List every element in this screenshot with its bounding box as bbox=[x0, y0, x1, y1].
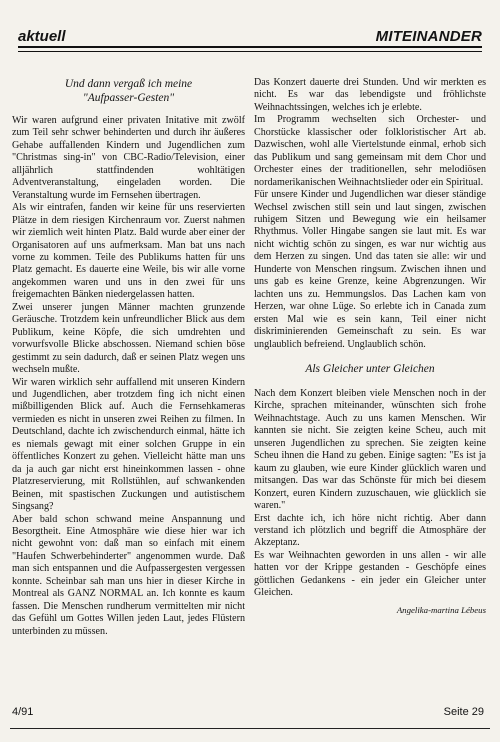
paragraph: Das Konzert dauerte drei Stunden. Und wir merkten es nicht. Es war das lebendigste und fröhlichste Weihnachtssingen, welches ich je erlebte. bbox=[254, 77, 486, 113]
paragraph: Es war Weihnachten geworden in uns allen - wir alle hatten vor der Krippe gestanden - Geschöpfe eines göttlichen Gedankens - ein jeder ein Gleicher unter Gleichen. bbox=[254, 549, 486, 599]
page-number: Seite 29 bbox=[443, 706, 484, 718]
article-title-line-1: Und dann vergaß ich meine bbox=[64, 78, 193, 90]
article-subheading: Als Gleicher unter Gleichen bbox=[305, 362, 435, 375]
author-byline: Angelika-martina Lébeus bbox=[396, 604, 486, 615]
page-header bbox=[10, 26, 490, 48]
section-label-left: aktuell bbox=[18, 28, 66, 45]
paragraph: Nach dem Konzert bleiben viele Menschen noch in der Kirche, sprachen miteinander, wünschten sich frohe Weihnachtstage. Auch zu uns kamen Menschen. Wir kannten sie nicht. Sie zeigten keine Scheu, auch mit unseren Jugendlichen zu sprechen. Sie zeigten keine Scheu ihnen die Hand zu geben. Einige sagten: "Es ist ja kaum zu glauben, wie eure Kinder glücklich waren und mitsangen. Das war das Schönste für mich bei diesem Konzert, euren Kindern zuzuschauen, wie glücklich sie waren." bbox=[254, 387, 486, 512]
header-rule-thin bbox=[18, 51, 482, 52]
paragraph: Erst dachte ich, ich höre nicht richtig. Aber dann verstand ich plötzlich und begriff die Atmosphäre der Akzeptanz. bbox=[254, 512, 486, 549]
article-title bbox=[12, 77, 245, 105]
paragraph: Zwei unserer jungen Männer machten grunzende Geräusche. Trotzdem kein unfreundlicher Blick aus dem Publikum, keine Köpfe, die sich umdrehten und vorwurfsvolle Blicke abschossen. Niemand schien böse gestimmt zu sein dadurch, daß er seinen Platz wegen uns wechseln mußte. bbox=[12, 301, 245, 376]
issue-number: 4/91 bbox=[12, 706, 34, 718]
right-column bbox=[254, 77, 486, 616]
paragraph: Für unsere Kinder und Jugendlichen war dieser ständige Wechsel zwischen still sein und laut singen, zwischen ruhigem Sitzen und Bewegung wie ein heilsamer Rhythmus. Voller Hingabe sangen sie laut mit. Es war nicht wichtig schön zu singen, es war nur wichtig aus dem Herzen zu singen. Und das taten sie alle: wir und Hunderte von Menschen ringsum. Zwischen ihnen und uns gab es keine Grenze, keine Abgrenzungen. Wir lachten uns zu. Hemmungslos. Das Lachen kam von Herzen, war ohne Lüge. So erlebte ich in Canada zum ersten Mal wie es sein kann, Teil einer nicht diskriminierenden Gemeinschaft zu sein. Es war unglaublich befreiend. Unglaublich schön. bbox=[254, 189, 486, 350]
section-label-right: MITEINANDER bbox=[375, 28, 482, 45]
footer-rule bbox=[10, 728, 490, 729]
paragraph: Wir waren aufgrund einer privaten Initative mit zwölf zum Teil sehr schwer behinderten und durch ihr äußeres Gehabe auffallenden Kindern und Jugendlichen zum "Christmas sing-in" von CBC-Radio/Television, einer alljährlich stattfindenden wohltätigen Adventveranstaltung, eingeladen worden. Die Veranstaltung wurde im Fernsehen übertragen. bbox=[12, 115, 245, 201]
article-title-line-2: "Aufpasser-Gesten" bbox=[82, 92, 175, 104]
left-column bbox=[12, 77, 245, 638]
paragraph: Wir waren wirklich sehr auffallend mit unseren Kindern und Jugendlichen, aber trotzdem fing ich nicht einen mißbilligenden Blick auf. Auch die Fernsehkameras vermieden es nicht in unseren zwei Reihen zu filmen. In Deutschland, dachte ich zwischendurch einmal, hätte ich es niemals gewagt mit einer solchen Gruppe in ein öffentliches Konzert zu gehen. Vielleicht hätte man uns da ja auch gar nicht erst hineinkommen lassen - ohne Platzreservierung, mit Rollstühlen, auf schwankenden Beinen, mit spastischen Zuckungen und autistischem Singsang? bbox=[12, 376, 245, 513]
header-rule-thick bbox=[18, 46, 482, 48]
paragraph: Aber bald schon schwand meine Anspannung und Besorgtheit. Eine Atmosphäre wie diese hier war ich nicht gewohnt von: daß man so einfach mit einem "Haufen Schwerbehinderter" angenommen wurde. Daß man sich entspannen und die Aufpassergesten vergessen konnte. Scheinbar sah man uns hier in dieser Kirche in Montreal als GANZ NORMAL an. Ich konnte es kaum fassen. Die Menschen rundherum vermittelten mir nicht das Gefühl um Gottes Willen jeden Laut, jedes Flüstern unterbinden zu müssen. bbox=[12, 513, 245, 637]
paragraph: Im Programm wechselten sich Orchester- und Chorstücke klassischer oder folkloristischer Art ab. Dazwischen, wohl alle Viertelstunde einmal, erhob sich das Publikum und sang gemeinsam mit dem Chor und Orchester eines der traditionellen, sehr melodiösen nordamerikanischen Weihnachtslieder oder ein Spiritual. bbox=[254, 114, 486, 188]
paragraph: Als wir eintrafen, fanden wir keine für uns reservierten Plätze in dem riesigen Kirchenraum vor. Zuerst nahmen wir ziemlich weit hinten Platz. Bald wurde aber einer der Organisatoren auf uns aufmerksam. Man bat uns nach vorne zu kommen. Teile des Publikums hatten für uns Platz gemacht. Es dauerte eine Weile, bis wir alle vorne angekommen waren und uns in den zwei für uns freigemachten Bänken niedergelassen hatten. bbox=[12, 202, 245, 301]
